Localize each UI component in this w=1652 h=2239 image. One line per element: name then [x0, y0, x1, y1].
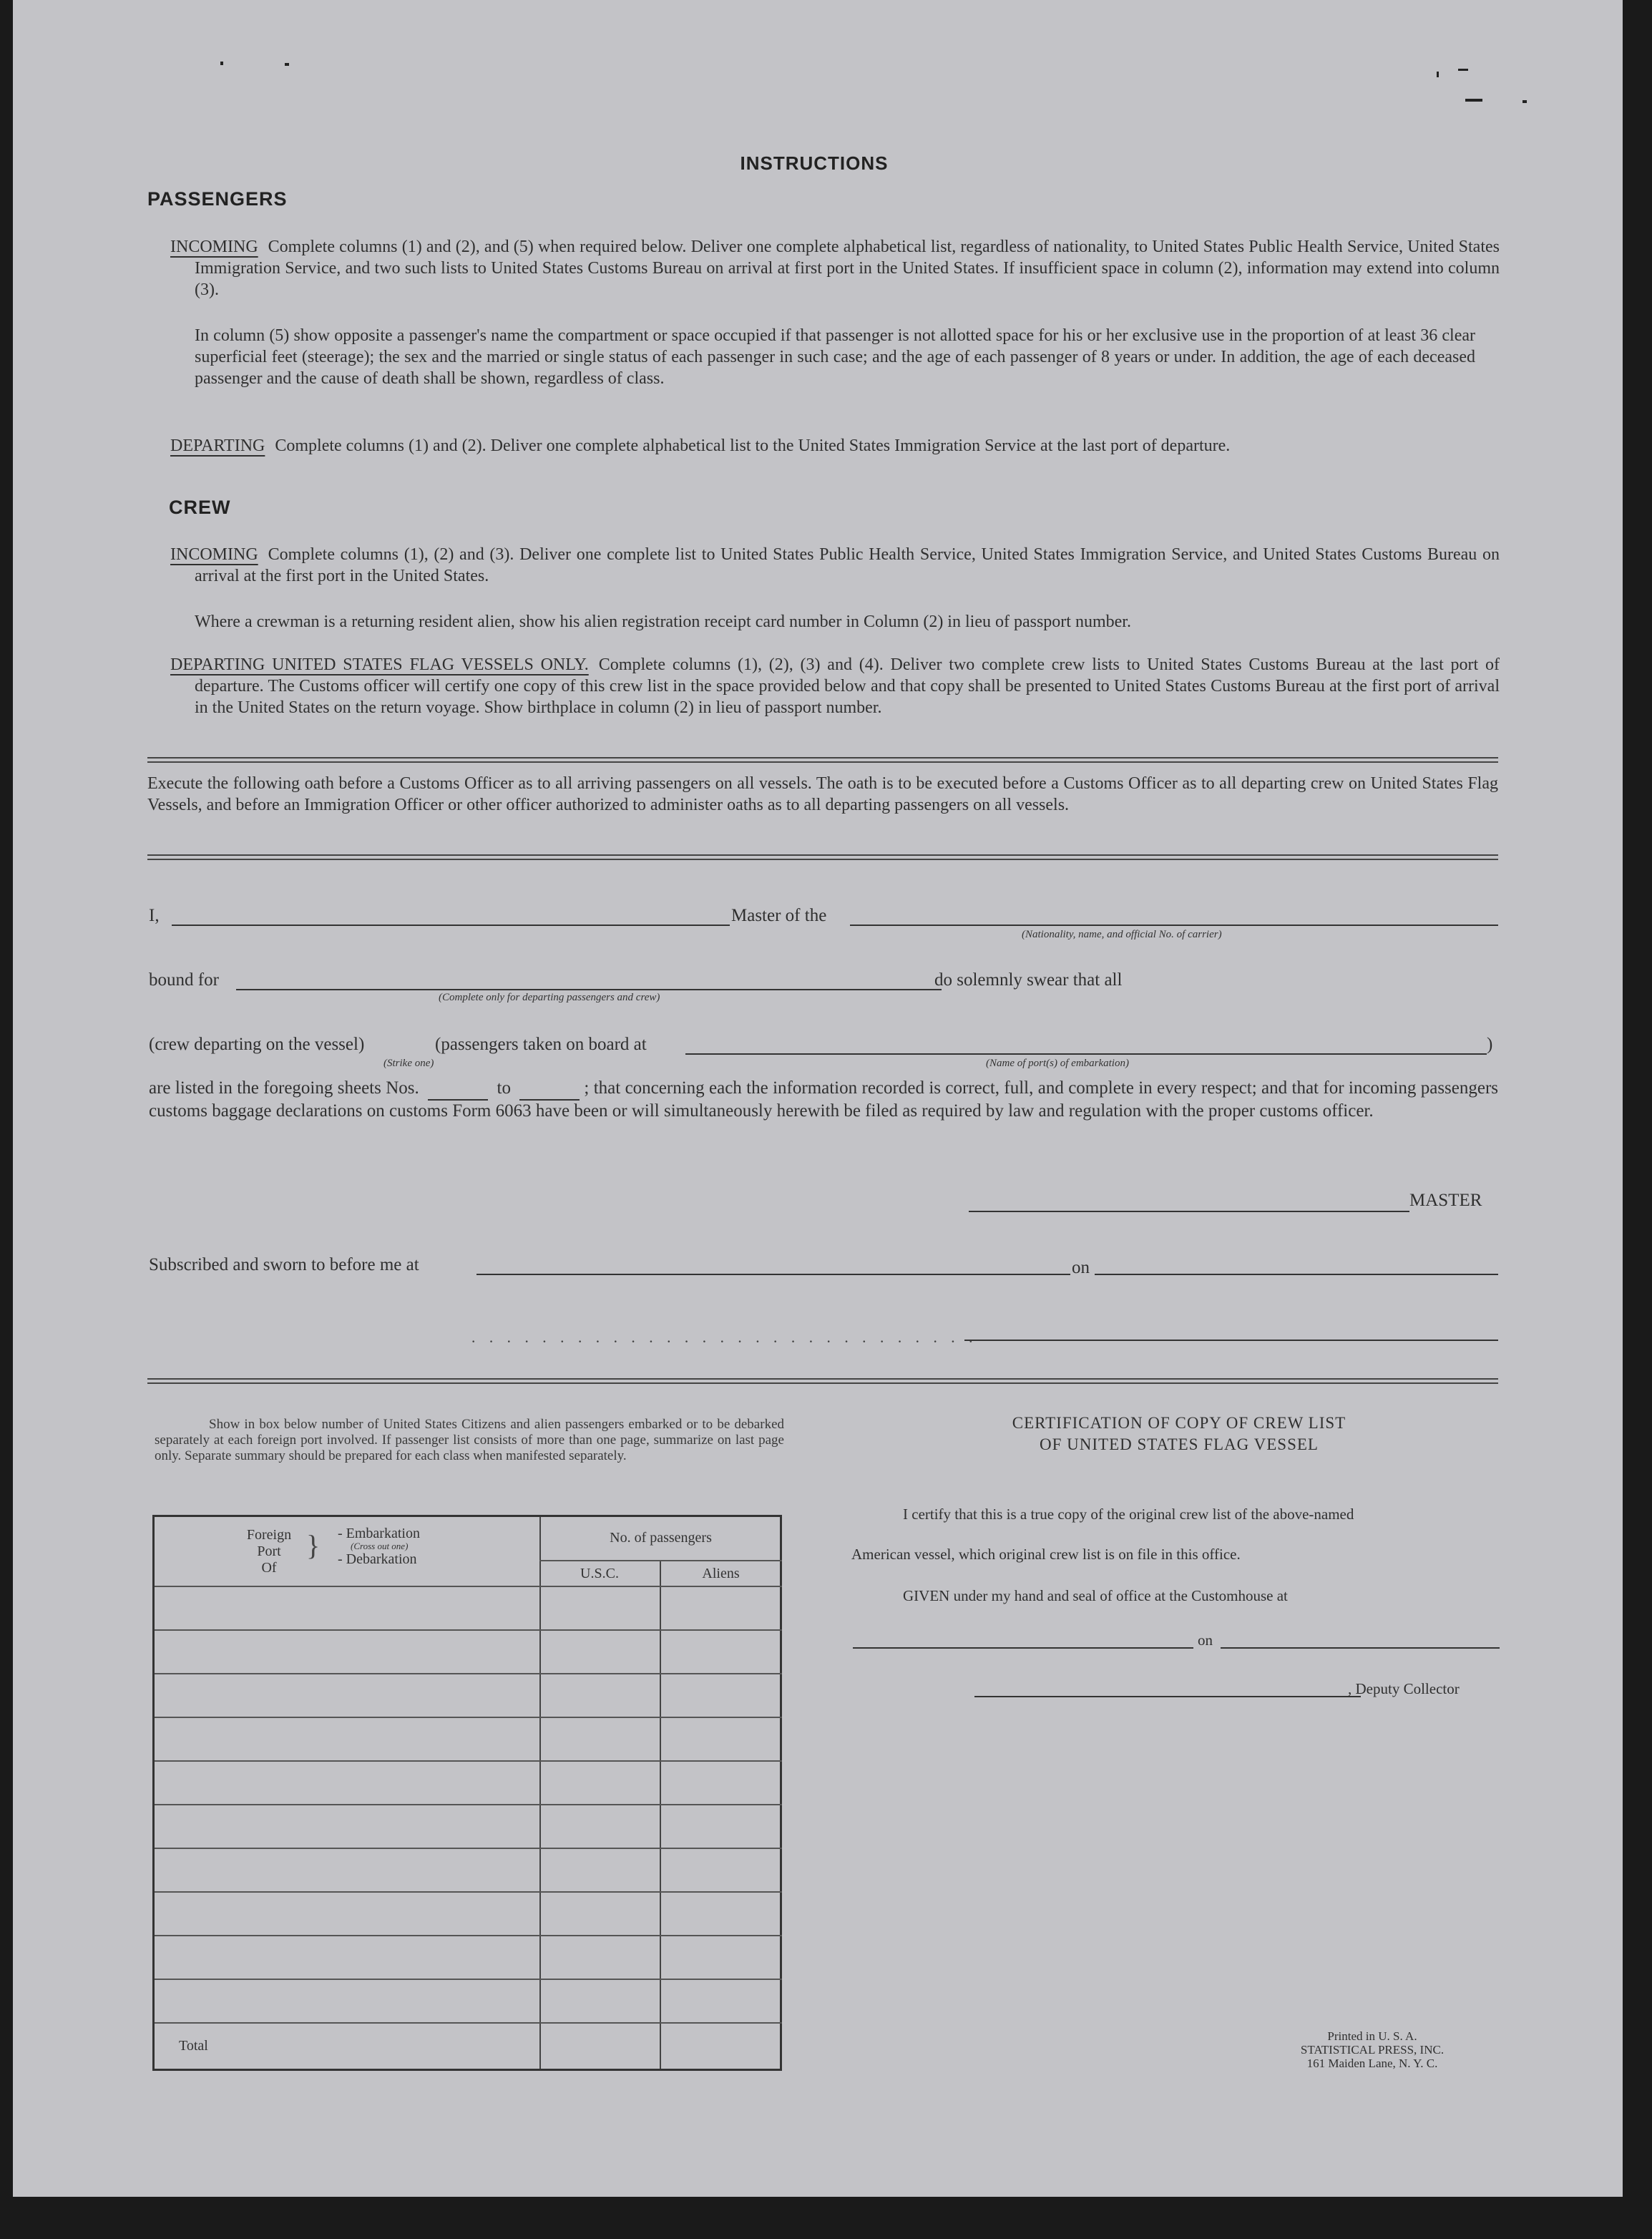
- certification-heading: CERTIFICATION OF COPY OF CREW LIST OF UNITED STATES FLAG VESSEL: [1012, 1414, 1346, 1453]
- scan-speck: [1523, 100, 1527, 103]
- certify-line-2: American vessel, which original crew list is on file in this office.: [851, 1546, 1241, 1563]
- box-instruction: Show in box below number of United States Citizens and alien passengers embarked or to be debarked separately at each foreign port involved. If passenger list consists of more than one page, summarize on last page only. Separate summary should be prepared for each class when manifested separately.: [155, 1417, 784, 1463]
- crew-heading: CREW: [169, 497, 231, 518]
- table-row-line: [155, 1673, 782, 1674]
- passengers-departing-text: Complete columns (1) and (2). Deliver one complete alphabetical list to the United States Immigration Service at the last port of departure.: [275, 436, 1231, 455]
- table-row-line: [155, 1804, 782, 1805]
- carrier-field[interactable]: [850, 925, 1498, 926]
- table-column-divider: [539, 1517, 541, 2069]
- bound-for-label: bound for: [149, 970, 219, 990]
- sheet-to-field[interactable]: [519, 1078, 580, 1101]
- table-row-line: [155, 1629, 782, 1631]
- aliens-header: Aliens: [702, 1566, 740, 1581]
- section-divider: [147, 854, 1498, 860]
- form-sheet: [13, 0, 1623, 2197]
- carrier-hint: (Nationality, name, and official No. of carrier): [1022, 929, 1222, 940]
- table-row-line: [155, 1935, 782, 1936]
- master-signature-field[interactable]: [969, 1211, 1409, 1212]
- passengers-column5-paragraph: [195, 325, 1475, 389]
- no-passengers-header: No. of passengers: [610, 1530, 712, 1546]
- master-name-field[interactable]: [172, 925, 730, 926]
- customhouse-field[interactable]: [853, 1647, 1193, 1649]
- officer-signature-field[interactable]: [964, 1340, 1498, 1341]
- crew-incoming-text: Complete columns (1), (2) and (3). Deliver one complete list to United States Public Health Service, United States Immigration Service, and United States Customs Bureau on arrival at the first port in the United States.: [195, 545, 1500, 585]
- passengers-departing-paragraph: [170, 435, 1500, 457]
- scan-speck: [220, 62, 223, 65]
- master-label: MASTER: [1409, 1191, 1482, 1210]
- embarkation-options: - Embarkation (Cross out one) - Debarkation: [338, 1526, 420, 1567]
- deputy-collector-label: , Deputy Collector: [1348, 1680, 1460, 1697]
- table-row-line: [155, 1891, 782, 1893]
- oath-instruction: [147, 773, 1498, 816]
- crew-resident-paragraph: [195, 611, 1475, 633]
- crew-incoming-paragraph: [170, 544, 1500, 587]
- section-divider: [147, 1378, 1498, 1384]
- dotted-line: · · · · · · · · · · · · · · · · · · · · · · · · · · · · ·: [471, 1332, 978, 1350]
- port-embarkation-field[interactable]: [685, 1053, 1487, 1055]
- subscribed-label: Subscribed and sworn to before me at: [149, 1255, 419, 1274]
- passengers-incoming-lead: INCOMING: [170, 238, 258, 256]
- swear-label: do solemnly swear that all: [934, 970, 1123, 990]
- passengers-departing-lead: DEPARTING: [170, 436, 265, 455]
- passenger-summary-table: [152, 1515, 782, 2071]
- sheet-from-field[interactable]: [428, 1078, 488, 1101]
- bound-for-field[interactable]: [236, 989, 942, 990]
- passengers-taken-option: (passengers taken on board at: [435, 1035, 647, 1054]
- table-row-line: [155, 1760, 782, 1762]
- sheets-paragraph: are listed in the foregoing sheets Nos. to ; that concerning each the information recorded is correct, full, and complete in every respect; and that for incoming passengers customs baggage declarations on customs Form 6063 have been or will simultaneously herewith be filed as required by law and regulation with the proper customs officer.: [149, 1078, 1499, 1121]
- table-row-line: [155, 1717, 782, 1718]
- scan-speck: [285, 63, 289, 66]
- table-row-line: [155, 1979, 782, 1980]
- port-hint: (Name of port(s) of embarkation): [986, 1058, 1129, 1069]
- close-paren: ): [1487, 1035, 1493, 1054]
- printer-imprint: Printed in U. S. A. STATISTICAL PRESS, INC. 161 Maiden Lane, N. Y. C.: [1300, 2029, 1445, 2070]
- table-row-line: [155, 2022, 782, 2024]
- oath-i-label: I,: [149, 906, 160, 925]
- brace-icon: }: [306, 1529, 321, 1561]
- scan-speck: [1458, 69, 1468, 71]
- strike-one-hint: (Strike one): [383, 1058, 434, 1069]
- oath-instruction-text: Execute the following oath before a Customs Officer as to all arriving passengers on all vessels. The oath is to be executed before a Customs Officer as to all departing crew on United States Flag Vessels, and before an Immigration Officer or other officer authorized to administer oaths as to all departing passengers on all vessels.: [147, 774, 1498, 814]
- table-header-divider: [539, 1560, 782, 1561]
- usc-header: U.S.C.: [580, 1566, 619, 1581]
- foreign-port-of-label: Foreign Port Of: [246, 1527, 292, 1576]
- passengers-heading: PASSENGERS: [147, 188, 288, 210]
- subscribed-place-field[interactable]: [476, 1274, 1070, 1275]
- passengers-incoming-paragraph: [170, 236, 1500, 301]
- subscribed-on-label: on: [1072, 1258, 1090, 1277]
- table-row-line: [155, 1848, 782, 1849]
- scan-speck: [1465, 99, 1482, 102]
- crew-resident-text: Where a crewman is a returning resident alien, show his alien registration receipt card number in Column (2) in lieu of passport number.: [195, 613, 1131, 631]
- given-line: GIVEN under my hand and seal of office at the Customhouse at: [903, 1587, 1288, 1604]
- certify-line-1: I certify that this is a true copy of the original crew list of the above-named: [903, 1506, 1354, 1523]
- crew-departing-lead: DEPARTING UNITED STATES FLAG VESSELS ONLY.: [170, 655, 589, 674]
- table-row-line: [155, 1586, 782, 1587]
- crew-departing-option: (crew departing on the vessel): [149, 1035, 365, 1054]
- table-column-divider: [660, 1560, 661, 2069]
- crew-departing-paragraph: [170, 654, 1500, 718]
- passengers-column5-text: In column (5) show opposite a passenger's name the compartment or space occupied if that passenger is not allotted space for his or her exclusive use in the proportion of at least 36 clear superficial feet (steerage); the sex and the married or single status of each passenger in such case; and the age of each passenger of 8 years or under. In addition, the age of each deceased passenger and the cause of death shall be shown, regardless of class.: [195, 326, 1475, 388]
- master-of-label: Master of the: [731, 906, 827, 925]
- certification-date-field[interactable]: [1221, 1647, 1500, 1649]
- passengers-incoming-text: Complete columns (1) and (2), and (5) when required below. Deliver one complete alphabetical list, regardless of nationality, to United States Public Health Service, United States Immigration Service, and two such lists to United States Customs Bureau on arrival at first port in the United States. If insufficient space in column (2), information may extend into column (3).: [195, 238, 1500, 299]
- page-title: INSTRUCTIONS: [740, 152, 889, 174]
- scan-speck: [1437, 72, 1439, 77]
- bound-for-hint: (Complete only for departing passengers and crew): [439, 992, 660, 1003]
- section-divider: [147, 757, 1498, 763]
- total-label: Total: [179, 2038, 208, 2054]
- crew-departing-text: Complete columns (1), (2), (3) and (4). Deliver two complete crew lists to United States Customs Bureau at the last port of departure. The Customs officer will certify one copy of this crew list in the space provided below and that copy shall be presented to United States Customs Bureau at the first port of arrival in the United States on the return voyage. Show birthplace in column (2) in lieu of passport number.: [195, 655, 1500, 717]
- deputy-signature-field[interactable]: [974, 1696, 1361, 1697]
- subscribed-date-field[interactable]: [1095, 1274, 1498, 1275]
- certification-on-label: on: [1198, 1631, 1213, 1649]
- crew-incoming-lead: INCOMING: [170, 545, 258, 564]
